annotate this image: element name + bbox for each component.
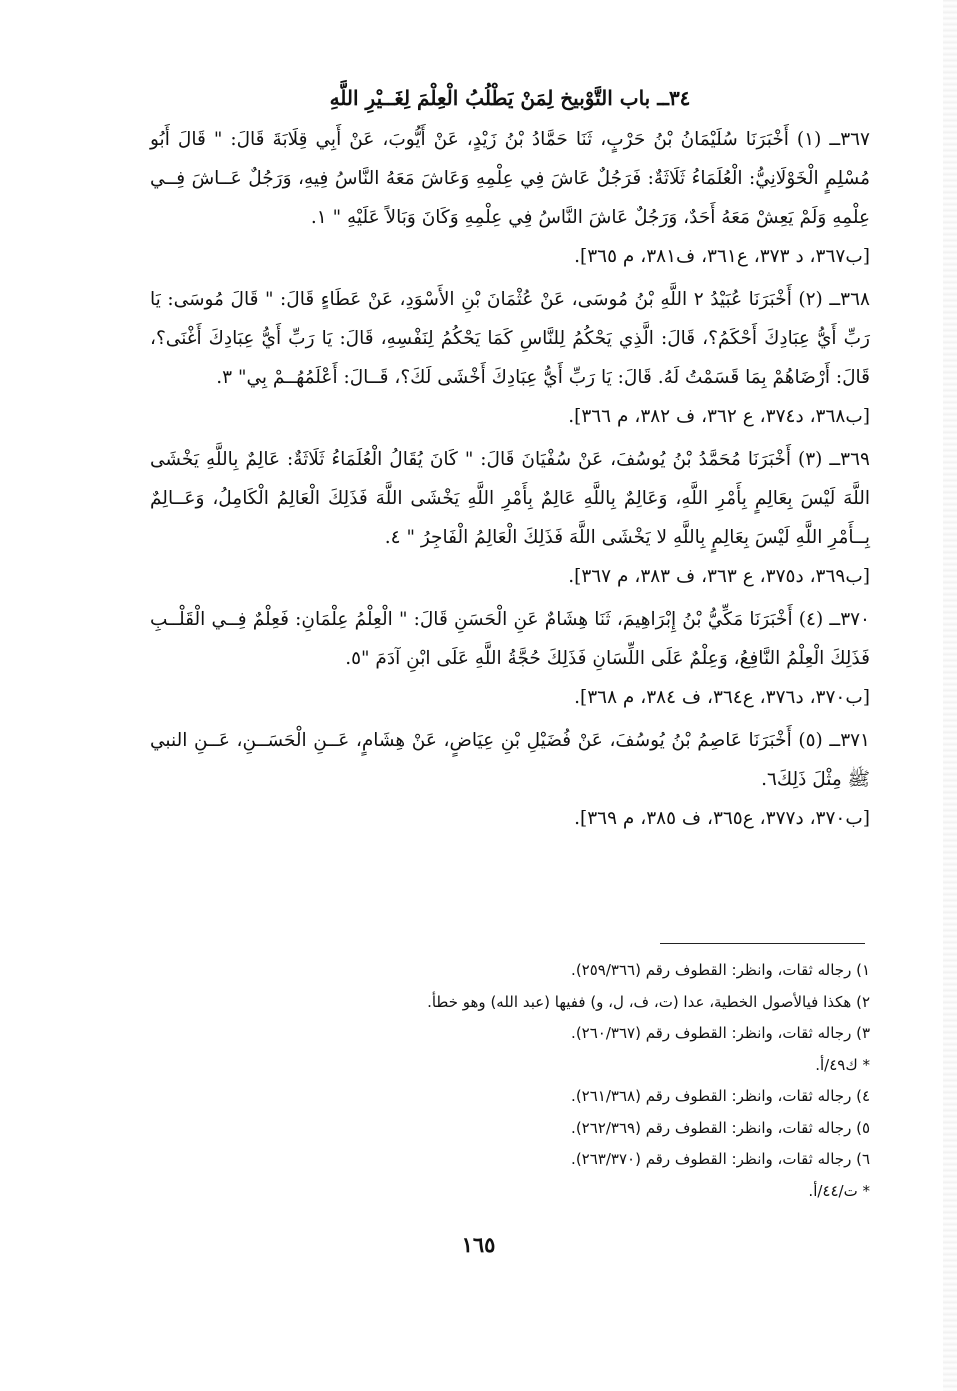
footnote-2: ٢) هكذا فيالأصول الخطية، عدا (ت، ف، ل، و) ففيها (عبد الله) وهو خطأ. <box>427 992 870 1011</box>
page-number: ١٦٥ <box>461 1232 496 1257</box>
chapter-title: ٣٤ــ باب التَّوْبيخ لِمَنْ يَطْلُبُ الْعِلْمَ لِغَــيْرِ اللَّهِ <box>329 86 691 110</box>
footnote-3: ٣) رجاله ثقات، وانظر: القطوف رقم (٢٦٠/٣٦٧). <box>571 1024 870 1042</box>
footnote-4: ٤) رجاله ثقات، وانظر: القطوف رقم (٢٦١/٣٦٨). <box>571 1087 870 1105</box>
hadith-369: ٣٦٩ــ (٣) أَخْبَرَنَا مُحَمَّدُ بْنُ يُوسُفَ، عَنْ سُفْيَانَ قَالَ: " كَانَ يُقَالُ الْعُلَمَاءُ ثَلَاثَةٌ: عَالِمٌ بِاللَّهِ يَخْشَى اللَّهَ لَيْسَ بِعَالِمٍ بِأَمْرِ اللَّهِ، وَعَالِمٌ بِاللَّهِ عَالِمٌ بِأَمْرِ اللَّهِ يَخْشَى اللَّهَ فَذَلِكَ الْعَالِمُ الْكَامِلُ، وَعَــالِمٌ بِــأَمْرِ اللَّهِ لَيْسَ بِعَالِمٍ بِاللَّهِ لا يَخْشَى اللَّهَ فَذَلِكَ الْعَالِمُ الْفَاجِرُ " ٤. <box>150 449 870 548</box>
hadith-368-reference: [ب٣٦٨، د٣٧٤، ع ٣٦٢، ف ٣٨٢، م ٣٦٦]. <box>568 406 870 427</box>
hadith-367: ٣٦٧ــ (١) أَخْبَرَنَا سُلَيْمَانُ بْنُ حَرْبٍ، ثَنَا حَمَّادُ بْنُ زَيْدٍ، عَنْ أَيُّوبَ، عَنْ أَبِي قِلَابَةَ قَالَ: " قَالَ أَبُو مُسْلِمٍ الْخَوْلَانِيُّ: الْعُلَمَاءُ ثَلَاثَةٌ: فَرَجُلٌ عَاشَ فِي عِلْمِهِ وَعَاشَ مَعَهُ النَّاسُ فِيهِ، وَرَجُلٌ عَــاشَ فِــي عِلْمِهِ وَلَمْ يَعِشْ مَعَهُ أَحَدٌ، وَرَجُلٌ عَاشَ النَّاسُ فِي عِلْمِهِ وَكَانَ وَبَالاً عَلَيْهِ " ١. <box>150 129 870 228</box>
hadith-367-reference: [ب٣٦٧، د ٣٧٣، ع٣٦١، ف٣٨١، م ٣٦٥]. <box>574 246 870 267</box>
footnotes <box>150 955 870 1207</box>
hadith-369-reference: [ب٣٦٩، د٣٧٥، ع ٣٦٣، ف ٣٨٣، م ٣٦٧]. <box>568 566 870 587</box>
footnote-manuscript-t: * ت/٤٤/أ. <box>808 1181 870 1200</box>
footnote-manuscript-k: * ك٤٩/أ. <box>815 1055 870 1074</box>
hadith-370: ٣٧٠ــ (٤) أَخْبَرَنَا مَكِّيُّ بْنُ إِبْرَاهِيمَ، ثَنَا هِشَامٌ عَنِ الْحَسَنِ قَالَ: " الْعِلْمُ عِلْمَانِ: فَعِلْمٌ فِــي الْقَلْــبِ فَذَلِكَ الْعِلْمُ النَّافِعُ، وَعِلْمٌ عَلَى اللِّسَانِ فَذَلِكَ حُجَّةُ اللَّهِ عَلَى ابْنِ آدَمَ "٥. <box>150 609 870 669</box>
hadith-371-reference: [ب٣٧٠، د٣٧٧، ع٣٦٥، ف ٣٨٥، م ٣٦٩]. <box>574 808 870 829</box>
hadith-370-reference: [ب٣٧٠، د٣٧٦، ع٣٦٤، ف ٣٨٤، م ٣٦٨]. <box>574 687 870 708</box>
hadith-368: ٣٦٨ــ (٢) أَخْبَرَنَا عُبَيْدُ ٢ اللَّهِ بْنُ مُوسَى، عَنْ عُثْمَانَ بْنِ الأَسْوَدِ، عَنْ عَطَاءٍ قَالَ: " قَالَ مُوسَى: يَا رَبِّ أَيُّ عِبَادِكَ أَحْكَمُ؟، قَالَ: الَّذِي يَحْكُمُ لِلنَّاسِ كَمَا يَحْكُمُ لِنَفْسِهِ، قَالَ: يَا رَبِّ أَيُّ عِبَادِكَ أَغْنَى؟، قَالَ: أَرْضَاهُمْ بِمَا قَسَمْتُ لَهُ. قَالَ: يَا رَبِّ أَيُّ عِبَادِكَ أَخْشَى لَكَ؟، قَــالَ: أَعْلَمُهُــمْ بِي" ٣. <box>150 289 870 388</box>
footnote-6: ٦) رجاله ثقات، وانظر: القطوف رقم (٢٦٣/٣٧٠). <box>571 1150 870 1168</box>
hadith-371: ٣٧١ــ (٥) أَخْبَرَنَا عَاصِمُ بْنُ يُوسُفَ، عَنْ فُضَيْلِ بْنِ عِيَاضٍ، عَنْ هِشَامٍ، عَــنِ الْحَسَــنِ، عَــنِ النبي ﷺ مِثْلَ ذَلِكَ٦. <box>150 730 870 790</box>
main-text <box>150 78 870 842</box>
scan-edge-shadow <box>943 0 957 1391</box>
footnote-1: ١) رجاله ثقات، وانظر: القطوف رقم (٢٥٩/٣٦٦). <box>571 961 870 979</box>
footnote-separator <box>660 943 865 944</box>
footnote-5: ٥) رجاله ثقات، وانظر: القطوف رقم (٢٦٢/٣٦٩). <box>571 1118 870 1137</box>
